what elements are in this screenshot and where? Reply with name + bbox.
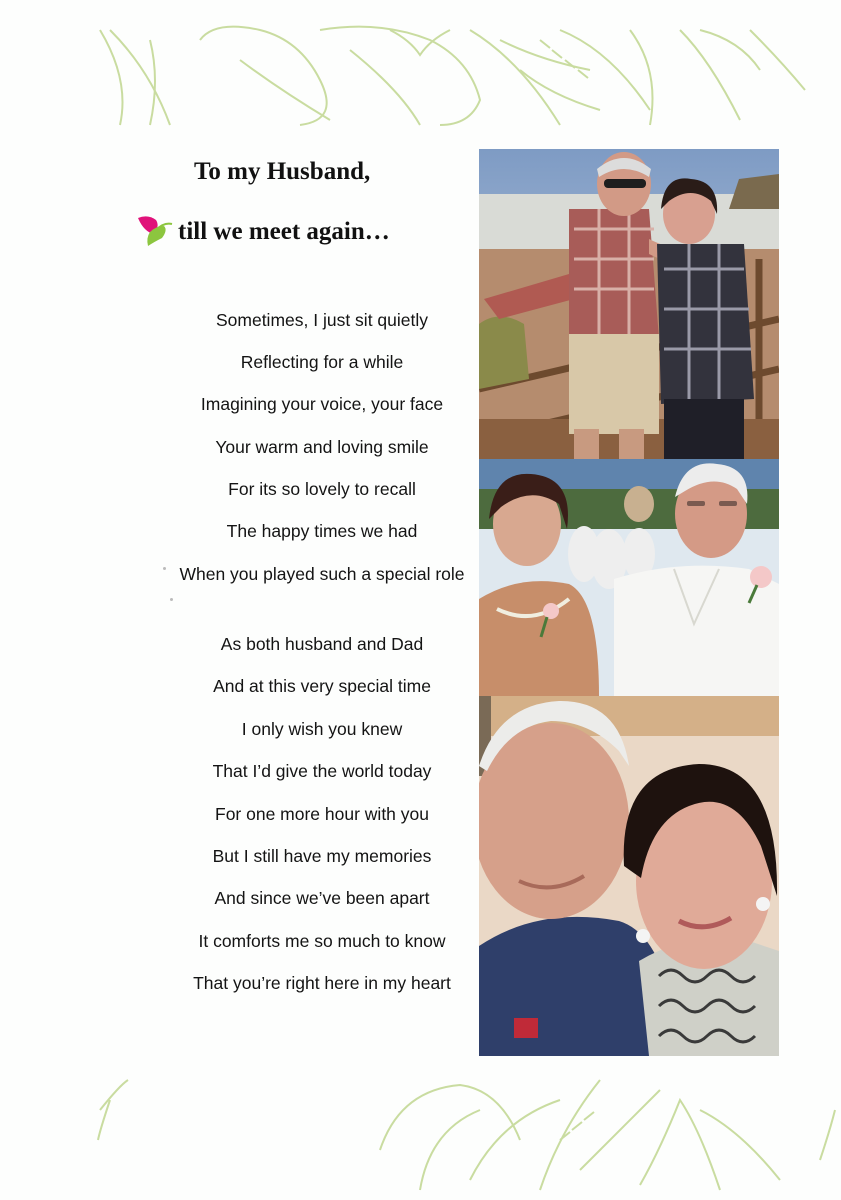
poem-line: Reflecting for a while: [240, 352, 404, 372]
poem-line: As both husband and Dad: [220, 634, 424, 654]
poem-line: That I’d give the world today: [212, 761, 432, 781]
photo-couple-beach: [479, 149, 779, 459]
heart-leaf-icon: [134, 212, 174, 248]
speck: [170, 598, 173, 601]
poem-line: For its so lovely to recall: [228, 479, 416, 499]
poem-line: It comforts me so much to know: [198, 931, 446, 951]
poem-line: And at this very special time: [213, 676, 431, 696]
heading-line-2: till we meet again…: [178, 218, 390, 245]
poem-line: Your warm and loving smile: [215, 437, 429, 457]
photo-couple-gathering: [479, 459, 779, 696]
poem-line: For one more hour with you: [215, 804, 429, 824]
poem-line: But I still have my memories: [212, 846, 432, 866]
photo-couple-closeup: [479, 696, 779, 1056]
poem-line: When you played such a special role: [179, 564, 465, 584]
poem-line: Sometimes, I just sit quietly: [215, 310, 429, 330]
poem: [172, 0, 472, 1200]
poem-line: And since we’ve been apart: [214, 888, 430, 908]
poem-line: I only wish you knew: [241, 719, 403, 739]
poem-line: Imagining your voice, your face: [200, 394, 444, 414]
poem-line: That you’re right here in my heart: [193, 973, 451, 993]
speck: [163, 567, 166, 570]
heading-line-1: To my Husband,: [194, 158, 371, 185]
floral-border-bottom: [0, 1070, 841, 1200]
poem-line: The happy times we had: [226, 521, 418, 541]
